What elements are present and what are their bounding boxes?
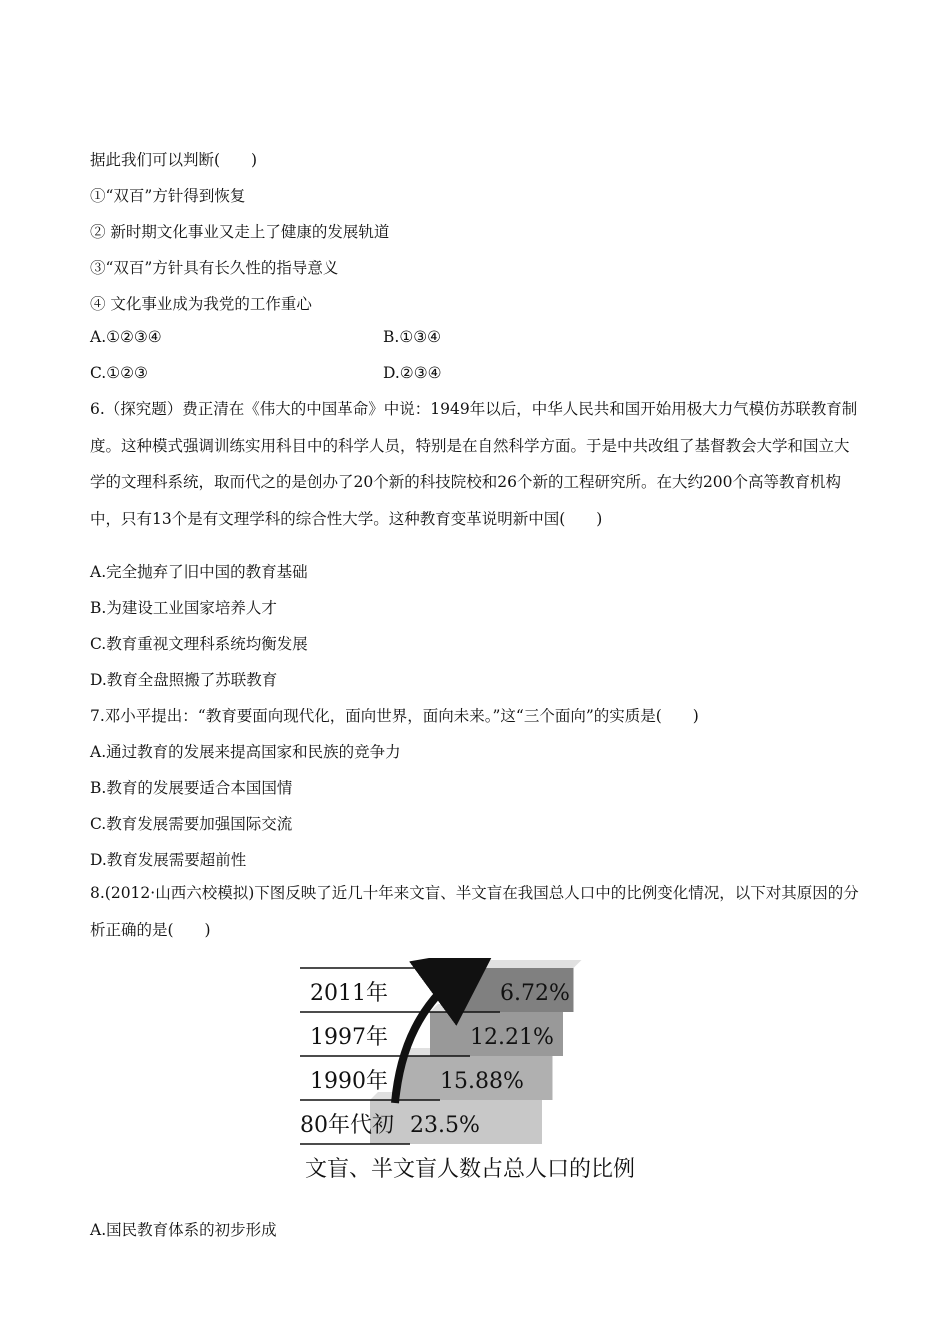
q6-option-c: C.教育重视文理科系统均衡发展: [90, 635, 308, 653]
chart-title: 文盲、半文盲人数占总人口的比例: [304, 1157, 636, 1182]
q6-stem: 6.（探究题）费正清在《伟大的中国革命》中说：1949年以后，中华人民共和国开始用极大力气模仿苏联教育制度。这种模式强调训练实用科目中的科学人员，特别是在自然科学方面。于是中共改组了基督教会大学和国立大学的文理科系统，取而代之的是创办了20个新的科技院校和26个新的工程研究所。在大约200个高等教育机构中，只有13个是有文理学科的综合性大学。这种教育变革说明新中国( ): [90, 400, 858, 528]
statement-1: ①“双百”方针得到恢复: [90, 187, 246, 205]
q8-stem: 8.(2012·山西六校模拟)下图反映了近几十年来文盲、半文盲在我国总人口中的比例变化情况，以下对其原因的分析正确的是( ): [90, 884, 859, 939]
q7-option-a: A.通过教育的发展来提高国家和民族的竞争力: [90, 743, 401, 761]
q8-option-a: A.国民教育体系的初步形成: [90, 1221, 277, 1239]
q7-option-c: C.教育发展需要加强国际交流: [90, 815, 293, 833]
category-label: 80年代初: [300, 1113, 394, 1138]
statement-3: ③“双百”方针具有长久性的指导意义: [90, 259, 339, 277]
q7-option-d: D.教育发展需要超前性: [90, 851, 247, 869]
q5-option-c: C.①②③: [90, 364, 148, 382]
q5-option-b: B.①③④: [383, 328, 442, 346]
category-label: 2011年: [310, 981, 388, 1006]
category-label: 1997年: [310, 1025, 388, 1050]
q5-option-d: D.②③④: [383, 364, 442, 382]
illiteracy-chart: [270, 958, 670, 1188]
value-label: 23.5%: [410, 1113, 480, 1138]
q7-stem: 7.邓小平提出：“教育要面向现代化，面向世界，面向未来。”这“三个面向”的实质是( ): [90, 707, 699, 725]
q7-option-b: B.教育的发展要适合本国国情: [90, 779, 293, 797]
statement-2: ② 新时期文化事业又走上了健康的发展轨道: [90, 223, 390, 241]
step-top: [460, 960, 582, 968]
value-label: 6.72%: [500, 981, 570, 1006]
value-label: 12.21%: [470, 1025, 554, 1050]
statement-4: ④ 文化事业成为我党的工作重心: [90, 295, 312, 313]
intro-line: 据此我们可以判断( ): [90, 151, 258, 169]
q6-option-a: A.完全抛弃了旧中国的教育基础: [90, 563, 308, 581]
category-label: 1990年: [310, 1069, 388, 1094]
q6-option-d: D.教育全盘照搬了苏联教育: [90, 671, 278, 689]
q5-option-a: A.①②③④: [90, 328, 162, 346]
q6-option-b: B.为建设工业国家培养人才: [90, 599, 277, 617]
value-label: 15.88%: [440, 1069, 524, 1094]
